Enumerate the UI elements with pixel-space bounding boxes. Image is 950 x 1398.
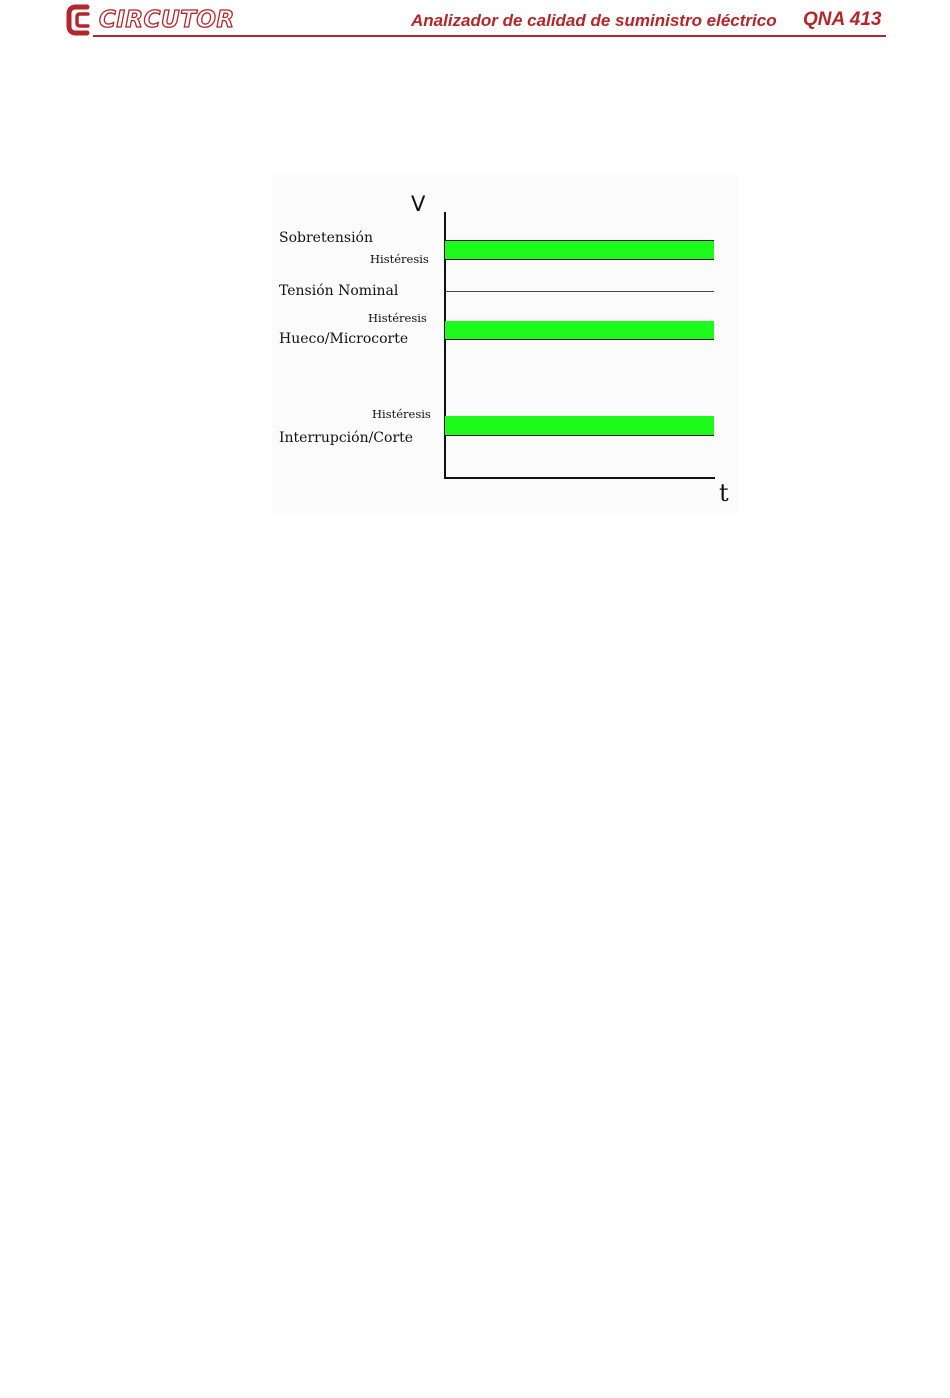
hysteresis-middle-label: Histéresis <box>368 311 427 325</box>
header-divider <box>93 35 886 37</box>
document-title: Analizador de calidad de suministro eléctrico <box>411 11 777 30</box>
circutor-logo <box>65 3 235 37</box>
x-axis-label: t <box>719 479 729 507</box>
circutor-c-logo-icon <box>65 3 97 37</box>
model-name: QNA 413 <box>803 9 882 30</box>
page-header <box>0 0 950 45</box>
overvoltage-hysteresis-band <box>445 241 714 260</box>
x-axis <box>444 477 715 479</box>
dip-hysteresis-band <box>445 321 714 340</box>
hysteresis-top-label: Histéresis <box>370 252 429 266</box>
interruption-label: Interrupción/Corte <box>279 430 414 446</box>
nominal-voltage-label: Tensión Nominal <box>279 283 399 299</box>
interruption-hysteresis-band <box>445 416 714 436</box>
y-axis-label: V <box>411 192 426 216</box>
hysteresis-bottom-label: Histéresis <box>372 407 431 421</box>
dip-label: Hueco/Microcorte <box>279 331 409 347</box>
nominal-voltage-line <box>445 291 714 292</box>
logo-wordmark: CIRCUTOR <box>99 7 235 33</box>
overvoltage-label: Sobretensión <box>279 230 373 246</box>
